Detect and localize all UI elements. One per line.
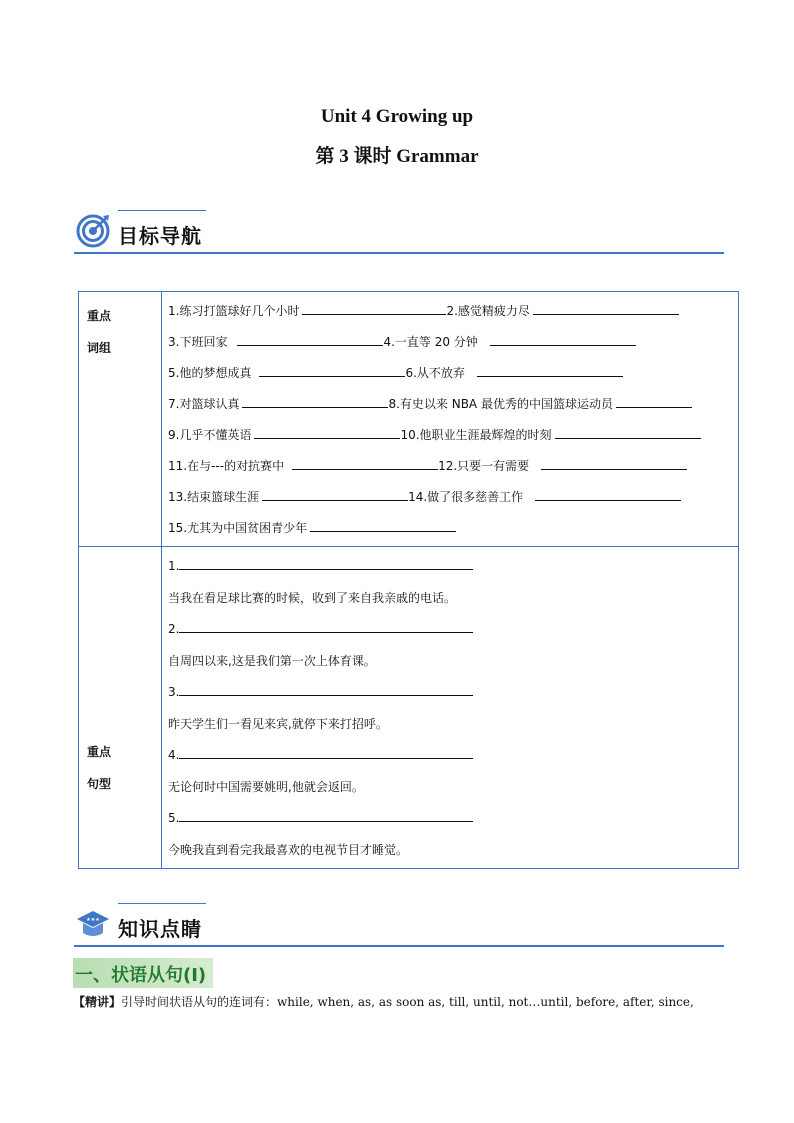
phrase-row [168, 451, 738, 482]
answer-blank[interactable] [179, 746, 473, 759]
phrase-row [168, 358, 738, 389]
phrase-row [168, 482, 738, 513]
answer-blank[interactable] [477, 364, 623, 377]
answer-blank[interactable] [262, 488, 408, 501]
phrase-item: 5.他的梦想成真 [168, 366, 252, 380]
phrase-row [168, 389, 738, 420]
sentence-blank-row [168, 803, 738, 835]
phrase-item: 3.下班回家 [168, 335, 228, 349]
answer-blank[interactable] [179, 620, 473, 633]
phrases-content [162, 292, 739, 547]
sentence-number: 2. [168, 622, 180, 636]
phrase-item: 7.对篮球认真 [168, 397, 240, 411]
sentence-blank-row [168, 614, 738, 646]
phrase-item: 4.一直等 20 分钟 [383, 335, 478, 349]
phrase-item: 8.有史以来 NBA 最优秀的中国篮球运动员 [388, 397, 613, 411]
lesson-title: 第 3 课时 Grammar [315, 146, 479, 167]
phrases-label [79, 292, 162, 547]
phrase-item: 2.感觉精疲力尽 [446, 304, 530, 318]
subsection-header [73, 958, 213, 988]
phrases-label-line1: 重点 [87, 309, 112, 323]
answer-blank[interactable] [292, 457, 438, 470]
answer-blank[interactable] [179, 809, 473, 822]
section-title: 目标导航 [118, 224, 202, 248]
answer-blank[interactable] [259, 364, 405, 377]
sentence-chinese: 无论何时中国需要姚明,他就会返回。 [168, 779, 364, 794]
sentence-number: 1. [168, 559, 180, 573]
answer-blank[interactable] [533, 302, 679, 315]
phrase-row [168, 420, 738, 451]
sentences-label-line1: 重点 [87, 744, 112, 759]
answer-blank[interactable] [242, 395, 388, 408]
answer-blank[interactable] [541, 457, 687, 470]
section-header-goals [74, 210, 724, 254]
graduation-cap-icon [76, 907, 110, 941]
explanation-paragraph [73, 993, 733, 1010]
phrases-label-line2: 词组 [87, 341, 112, 355]
phrase-item: 1.练习打篮球好几个小时 [168, 304, 300, 318]
subsection-title: 一、状语从句(I) [75, 965, 207, 986]
unit-title: Unit 4 Growing up [320, 106, 474, 127]
sentence-chinese: 今晚我直到看完我最喜欢的电视节目才睡觉。 [168, 842, 409, 857]
answer-blank[interactable] [616, 395, 692, 408]
phrase-row [168, 513, 738, 544]
target-icon [76, 214, 110, 248]
answer-blank[interactable] [254, 426, 400, 439]
answer-blank[interactable] [310, 519, 456, 532]
sentence-number: 4. [168, 748, 180, 762]
answer-blank[interactable] [237, 333, 383, 346]
section-header-knowledge [74, 903, 724, 947]
sentence-number: 3. [168, 685, 180, 699]
phrase-item: 15.尤其为中国贫困青少年 [168, 521, 308, 535]
explanation-tag: 【精讲】 [73, 995, 122, 1009]
sentence-blank-row [168, 551, 738, 583]
sentence-blank-row [168, 740, 738, 772]
answer-blank[interactable] [179, 557, 473, 570]
answer-blank[interactable] [302, 302, 446, 315]
phrase-item: 14.做了很多慈善工作 [408, 490, 524, 504]
phrase-row [168, 296, 738, 327]
svg-text:★★★: ★★★ [86, 917, 100, 923]
sentence-chinese: 昨天学生们一看见来宾,就停下来打招呼。 [168, 716, 388, 731]
section-title: 知识点睛 [118, 917, 202, 941]
sentences-label [79, 547, 162, 869]
phrase-item: 9.几乎不懂英语 [168, 428, 252, 442]
answer-blank[interactable] [555, 426, 701, 439]
answer-blank[interactable] [179, 683, 473, 696]
answer-blank[interactable] [490, 333, 636, 346]
phrase-item: 13.结束篮球生涯 [168, 490, 260, 504]
phrase-item: 10.他职业生涯最辉煌的时刻 [400, 428, 552, 442]
sentences-content [162, 547, 739, 869]
phrase-row [168, 327, 738, 358]
phrase-item: 12.只要一有需要 [438, 459, 530, 473]
conjunction-list: while, when, as, as soon as, till, until, not…until, before, after, since, [277, 995, 694, 1009]
phrase-item: 6.从不放弃 [405, 366, 465, 380]
sentences-label-line2: 句型 [87, 776, 112, 791]
objectives-table [78, 291, 739, 869]
sentence-blank-row [168, 677, 738, 709]
explanation-lead: 引导时间状语从句的连词有： [121, 995, 278, 1009]
answer-blank[interactable] [535, 488, 681, 501]
sentence-number: 5. [168, 811, 180, 825]
sentence-chinese: 自周四以来,这是我们第一次上体育课。 [168, 653, 376, 668]
phrase-item: 11.在与---的对抗赛中 [168, 459, 285, 473]
sentence-chinese: 当我在看足球比赛的时候，收到了来自我亲戚的电话。 [168, 590, 457, 605]
